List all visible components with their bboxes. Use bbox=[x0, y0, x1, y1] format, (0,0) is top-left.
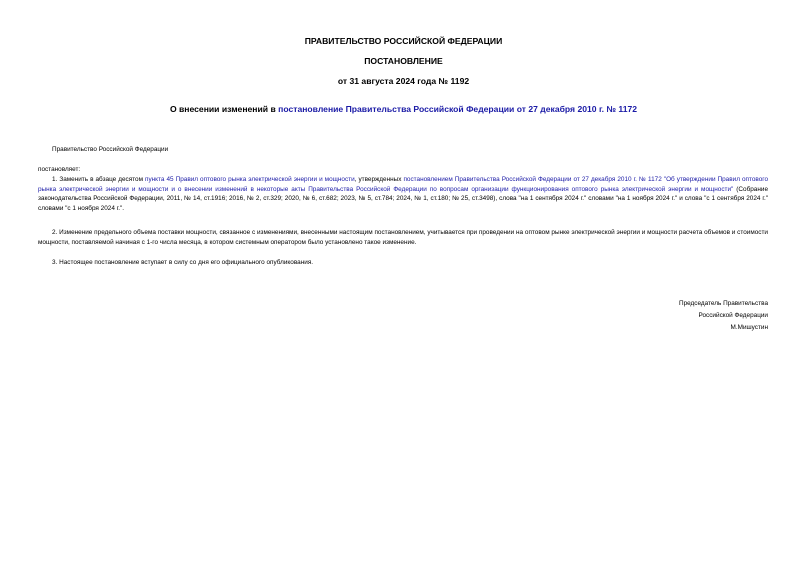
document-type-heading: ПОСТАНОВЛЕНИЕ bbox=[364, 56, 443, 66]
signature-name: М.Мишустин bbox=[730, 324, 768, 331]
signature-organization: Российской Федерации bbox=[698, 312, 768, 319]
government-heading: ПРАВИТЕЛЬСТВО РОССИЙСКОЙ ФЕДЕРАЦИИ bbox=[304, 36, 503, 46]
document-title bbox=[0, 104, 807, 115]
paragraph-1-text-b: , утвержденных bbox=[354, 176, 404, 183]
rules-item-45-link[interactable]: пункта 45 Правил оптового рынка электрической энергии и мощности bbox=[145, 176, 355, 183]
paragraph-3: 3. Настоящее постановление вступает в силу со дня его официального опубликования. bbox=[52, 259, 314, 266]
date-number-heading: от 31 августа 2024 года № 1192 bbox=[337, 76, 470, 86]
title-prefix: О внесении изменений в bbox=[169, 104, 279, 114]
paragraph-1-text-a: 1. Заменить в абзаце десятом bbox=[52, 176, 145, 183]
signature-position: Председатель Правительства bbox=[679, 300, 768, 307]
decree-1172-link[interactable]: постановлением Правительства Российской Федерации от 27 декабря 2010 г. № 1172 "Об утверждении Правил оптового рынка электрической энергии и мощности и о внесении изменений в некоторые акты Правительства Российской Федерации по вопросам организации функционирования оптового рынка электрической энергии и мощности" bbox=[38, 176, 768, 193]
paragraph-2: 2. Изменение предельного объема поставки мощности, связанное с изменениями, внесенными настоящим постановлением, учитывается при проведении на оптовом рынке электрической энергии и мощности расчета объемов и стоимости мощности, поставляемой начиная с 1-го числа месяца, в котором системным оператором было установлено такое изменение. bbox=[38, 229, 768, 246]
title-amended-decree-link[interactable]: постановление Правительства Российской Федерации от 27 декабря 2010 г. № 1172 bbox=[278, 104, 638, 114]
issuer-text: Правительство Российской Федерации bbox=[52, 146, 169, 153]
paragraph-1 bbox=[38, 175, 768, 213]
paragraph-1-text-c: (Собрание законодательства Российской Федерации, 2011, № 14, ст.1916; 2016, № 2, ст.329; 2020, № 6, ст.682; 2023, № 5, ст.784; 2024, № 1, ст.180; № 25, ст.3498), слова "на 1 сентября 2024 г." словами "на 1 ноября 2024 г." и слова "с 1 сентября 2024 г." словами "с 1 ноября 2024 г.". bbox=[38, 185, 769, 212]
decrees-text: постановляет: bbox=[38, 166, 81, 173]
